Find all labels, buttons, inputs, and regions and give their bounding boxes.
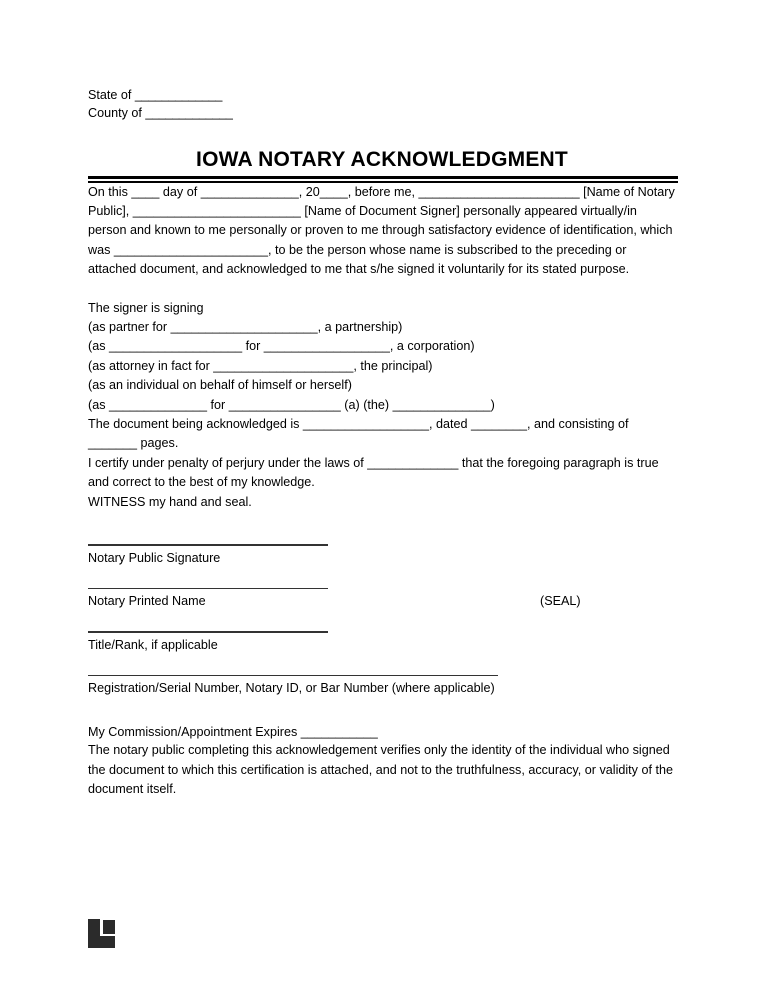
legal-templates-logo-icon: [88, 919, 115, 948]
state-blank: _____________: [134, 88, 223, 102]
signature-field-title-rank: [88, 631, 676, 654]
closing-disclaimer-paragraph: The notary public completing this acknowledgement verifies only the identity of the individual who signed the document to which this certification is attached, and not to the truthfulness, accuracy, or validity of the document itself.: [88, 743, 673, 797]
seal-placeholder: (SEAL): [540, 593, 581, 608]
document-content: [88, 86, 676, 800]
signer-option-partnership: (as partner for _____________________, a partnership): [88, 319, 403, 334]
signature-field-label: Notary Public Signature: [88, 550, 221, 565]
county-label: County of: [88, 106, 146, 120]
venue-county-line: [88, 104, 676, 122]
certification-paragraph: I certify under penalty of perjury under the laws of _____________ that the foregoing paragraph is true and correct to the best of my knowledge.: [88, 455, 659, 490]
page-title: IOWA NOTARY ACKNOWLEDGMENT: [196, 148, 568, 171]
commission-expiration-line: My Commission/Appointment Expires ___________: [88, 725, 378, 740]
signature-field-registration-number: [88, 675, 676, 698]
signature-field-notary-signature: [88, 544, 676, 567]
venue-state-line: [88, 86, 676, 104]
state-label: State of: [88, 88, 135, 102]
signer-option-individual: (as an individual on behalf of himself or herself): [88, 378, 352, 393]
title-block: [88, 148, 676, 183]
signer-heading: The signer is signing: [88, 300, 204, 315]
witness-line: WITNESS my hand and seal.: [88, 494, 252, 509]
logo-inner-square: [103, 920, 115, 934]
signer-option-attorney-in-fact: (as attorney in fact for ____________________, the principal): [88, 358, 433, 373]
signature-field-label: Notary Printed Name: [88, 594, 206, 609]
signature-field-label: Registration/Serial Number, Notary ID, or Bar Number (where applicable): [88, 681, 495, 696]
signature-field-printed-name: [88, 588, 676, 611]
signature-block: [88, 544, 676, 697]
county-blank: _____________: [145, 106, 233, 120]
signer-option-corporation: (as ___________________ for __________________, a corporation): [88, 339, 475, 354]
signer-option-other: (as ______________ for ________________ (a) (the) ______________): [88, 397, 495, 412]
document-description-paragraph: The document being acknowledged is __________________, dated ________, and consisting of _______ pages.: [88, 416, 629, 451]
acknowledgment-paragraph: On this ____ day of ______________, 20____, before me, _______________________ [Name of Notary Public], ________________________ [Name of Document Signer] personally appeared virtually/in person and known to me personally or proven to me through satisfactory evidence of identification, which was ______________________, to be the person whose name is subscribed to the preceding or attached document, and acknowledged to me that s/he signed it voluntarily for its stated purpose.: [88, 184, 675, 277]
signer-capacity-block: [88, 299, 676, 415]
signature-field-label: Title/Rank, if applicable: [88, 637, 218, 652]
